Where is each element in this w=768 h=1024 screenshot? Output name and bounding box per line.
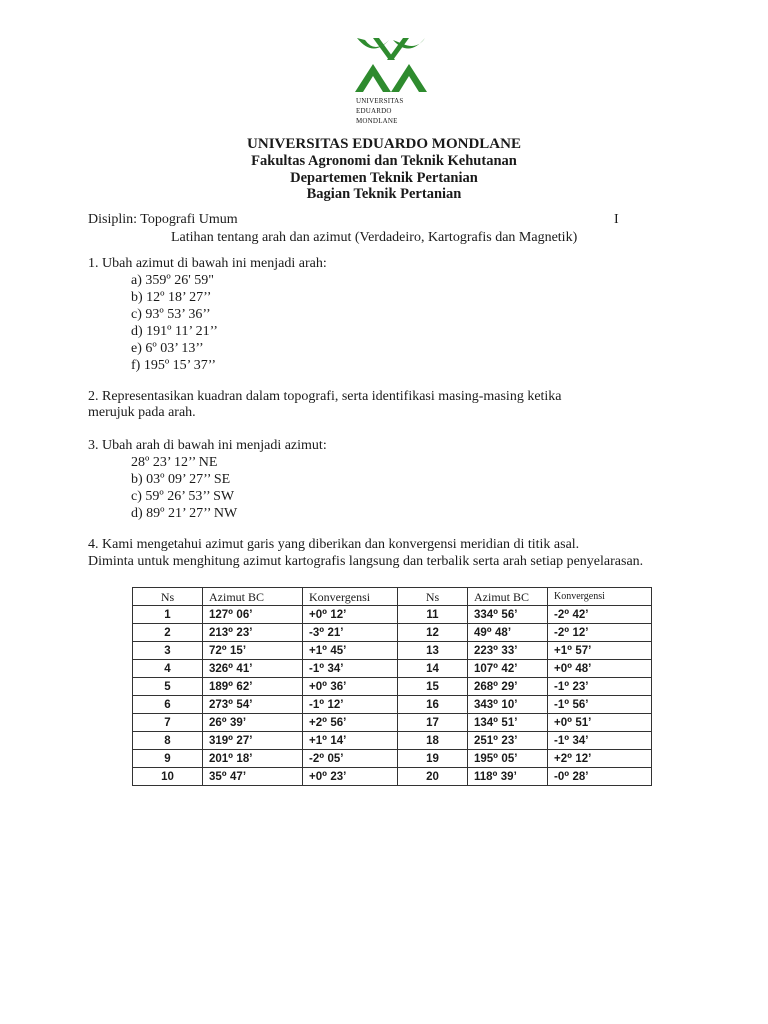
q1-item: e) 6º 03’ 13’’ [131, 341, 204, 356]
cell-azimut-bc: 134⁰ 51’ [468, 714, 548, 732]
cell-konvergensi: -2⁰ 12’ [548, 624, 652, 642]
table-row [133, 678, 652, 696]
logo-line: MONDLANE [356, 117, 398, 125]
q1-title: 1. Ubah azimut di bawah ini menjadi arah: [88, 256, 327, 271]
cell-ns: 4 [133, 660, 203, 678]
exercise-subtitle: Latihan tentang arah dan azimut (Verdadeiro, Kartografis dan Magnetik) [171, 230, 578, 245]
cell-konvergensi: +1⁰ 14’ [303, 732, 398, 750]
university-name: UNIVERSITAS EDUARDO MONDLANE [247, 136, 521, 152]
cell-ns: 15 [398, 678, 468, 696]
table-header-row [133, 588, 652, 606]
table-row [133, 750, 652, 768]
cell-konvergensi: +0⁰ 48’ [548, 660, 652, 678]
logo-line: UNIVERSITAS [356, 97, 404, 105]
cell-ns: 2 [133, 624, 203, 642]
cell-azimut-bc: 319⁰ 27’ [203, 732, 303, 750]
cell-ns: 5 [133, 678, 203, 696]
cell-ns: 6 [133, 696, 203, 714]
cell-azimut-bc: 195⁰ 05’ [468, 750, 548, 768]
cell-azimut-bc: 326⁰ 41’ [203, 660, 303, 678]
cell-azimut-bc: 273⁰ 54’ [203, 696, 303, 714]
logo-emblem-icon [353, 30, 429, 96]
table-row [133, 768, 652, 786]
q1-item: b) 12º 18’ 27’’ [131, 290, 212, 305]
table-row [133, 696, 652, 714]
cell-azimut-bc: 268⁰ 29’ [468, 678, 548, 696]
table-row [133, 732, 652, 750]
q1-item: f) 195º 15’ 37’’ [131, 358, 217, 373]
department-name: Departemen Teknik Pertanian [290, 170, 478, 186]
q3-item: b) 03º 09’ 27’’ SE [131, 472, 231, 487]
cell-ns: 16 [398, 696, 468, 714]
cell-konvergensi: -1⁰ 12’ [303, 696, 398, 714]
cell-azimut-bc: 201⁰ 18’ [203, 750, 303, 768]
cell-konvergensi: -2⁰ 42’ [548, 606, 652, 624]
cell-ns: 11 [398, 606, 468, 624]
cell-konvergensi: +0⁰ 12’ [303, 606, 398, 624]
cell-ns: 20 [398, 768, 468, 786]
discipline-mark: I [614, 212, 619, 227]
cell-konvergensi: +0⁰ 36’ [303, 678, 398, 696]
cell-azimut-bc: 251⁰ 23’ [468, 732, 548, 750]
cell-azimut-bc: 35⁰ 47’ [203, 768, 303, 786]
cell-ns: 1 [133, 606, 203, 624]
cell-konvergensi: -3⁰ 21’ [303, 624, 398, 642]
cell-konvergensi: -0⁰ 28’ [548, 768, 652, 786]
q4-text-line1: 4. Kami mengetahui azimut garis yang diberikan dan konvergensi meridian di titik asal. [88, 537, 580, 552]
cell-konvergensi: +2⁰ 56’ [303, 714, 398, 732]
header-azimut-bc: Azimut BC [203, 588, 303, 606]
q3-item: c) 59º 26’ 53’’ SW [131, 489, 235, 504]
cell-konvergensi: -1⁰ 23’ [548, 678, 652, 696]
cell-ns: 8 [133, 732, 203, 750]
cell-azimut-bc: 189⁰ 62’ [203, 678, 303, 696]
cell-konvergensi: +0⁰ 23’ [303, 768, 398, 786]
cell-azimut-bc: 213⁰ 23’ [203, 624, 303, 642]
cell-ns: 10 [133, 768, 203, 786]
q4-text-line2: Diminta untuk menghitung azimut kartografis langsung dan terbalik serta arah setiap penyelarasan. [88, 554, 644, 569]
header-azimut-bc: Azimut BC [468, 588, 548, 606]
header-ns: Ns [398, 588, 468, 606]
cell-ns: 12 [398, 624, 468, 642]
header-ns: Ns [133, 588, 203, 606]
cell-azimut-bc: 223⁰ 33’ [468, 642, 548, 660]
cell-ns: 3 [133, 642, 203, 660]
q2-text-line1: 2. Representasikan kuadran dalam topografi, serta identifikasi masing-masing ketika [88, 389, 562, 404]
cell-konvergensi: -1⁰ 34’ [303, 660, 398, 678]
cell-ns: 7 [133, 714, 203, 732]
logo-line: EDUARDO [356, 107, 392, 115]
cell-ns: 13 [398, 642, 468, 660]
cell-konvergensi: -1⁰ 34’ [548, 732, 652, 750]
faculty-name: Fakultas Agronomi dan Teknik Kehutanan [251, 153, 517, 169]
cell-ns: 9 [133, 750, 203, 768]
q1-item: d) 191º 11’ 21’’ [131, 324, 218, 339]
cell-azimut-bc: 334⁰ 56’ [468, 606, 548, 624]
q1-item: c) 93º 53’ 36’’ [131, 307, 211, 322]
cell-konvergensi: +1⁰ 45’ [303, 642, 398, 660]
cell-ns: 19 [398, 750, 468, 768]
cell-azimut-bc: 49⁰ 48’ [468, 624, 548, 642]
cell-konvergensi: +1⁰ 57’ [548, 642, 652, 660]
cell-ns: 14 [398, 660, 468, 678]
cell-konvergensi: -2⁰ 05’ [303, 750, 398, 768]
cell-konvergensi: +2⁰ 12’ [548, 750, 652, 768]
header-konvergensi: Konvergensi [303, 588, 398, 606]
cell-ns: 17 [398, 714, 468, 732]
cell-ns: 18 [398, 732, 468, 750]
q3-item: d) 89º 21’ 27’’ NW [131, 506, 238, 521]
q3-item: 28º 23’ 12’’ NE [131, 455, 218, 470]
table-row [133, 624, 652, 642]
q1-item: a) 359º 26' 59" [131, 273, 214, 288]
q2-text-line2: merujuk pada arah. [88, 405, 196, 420]
cell-azimut-bc: 127⁰ 06’ [203, 606, 303, 624]
cell-azimut-bc: 72⁰ 15’ [203, 642, 303, 660]
cell-konvergensi: -1⁰ 56’ [548, 696, 652, 714]
university-logo [351, 30, 431, 126]
q3-title: 3. Ubah arah di bawah ini menjadi azimut: [88, 438, 327, 453]
header-konvergensi: Konvergensi [548, 588, 652, 606]
logo-caption [356, 96, 404, 126]
azimuth-convergence-table [132, 587, 652, 786]
discipline-label: Disiplin: Topografi Umum [88, 212, 238, 227]
section-name: Bagian Teknik Pertanian [306, 186, 462, 202]
cell-azimut-bc: 118⁰ 39’ [468, 768, 548, 786]
cell-konvergensi: +0⁰ 51’ [548, 714, 652, 732]
table-row [133, 606, 652, 624]
table-row [133, 714, 652, 732]
cell-azimut-bc: 343⁰ 10’ [468, 696, 548, 714]
table-row [133, 642, 652, 660]
table-row [133, 660, 652, 678]
cell-azimut-bc: 26⁰ 39’ [203, 714, 303, 732]
cell-azimut-bc: 107⁰ 42’ [468, 660, 548, 678]
